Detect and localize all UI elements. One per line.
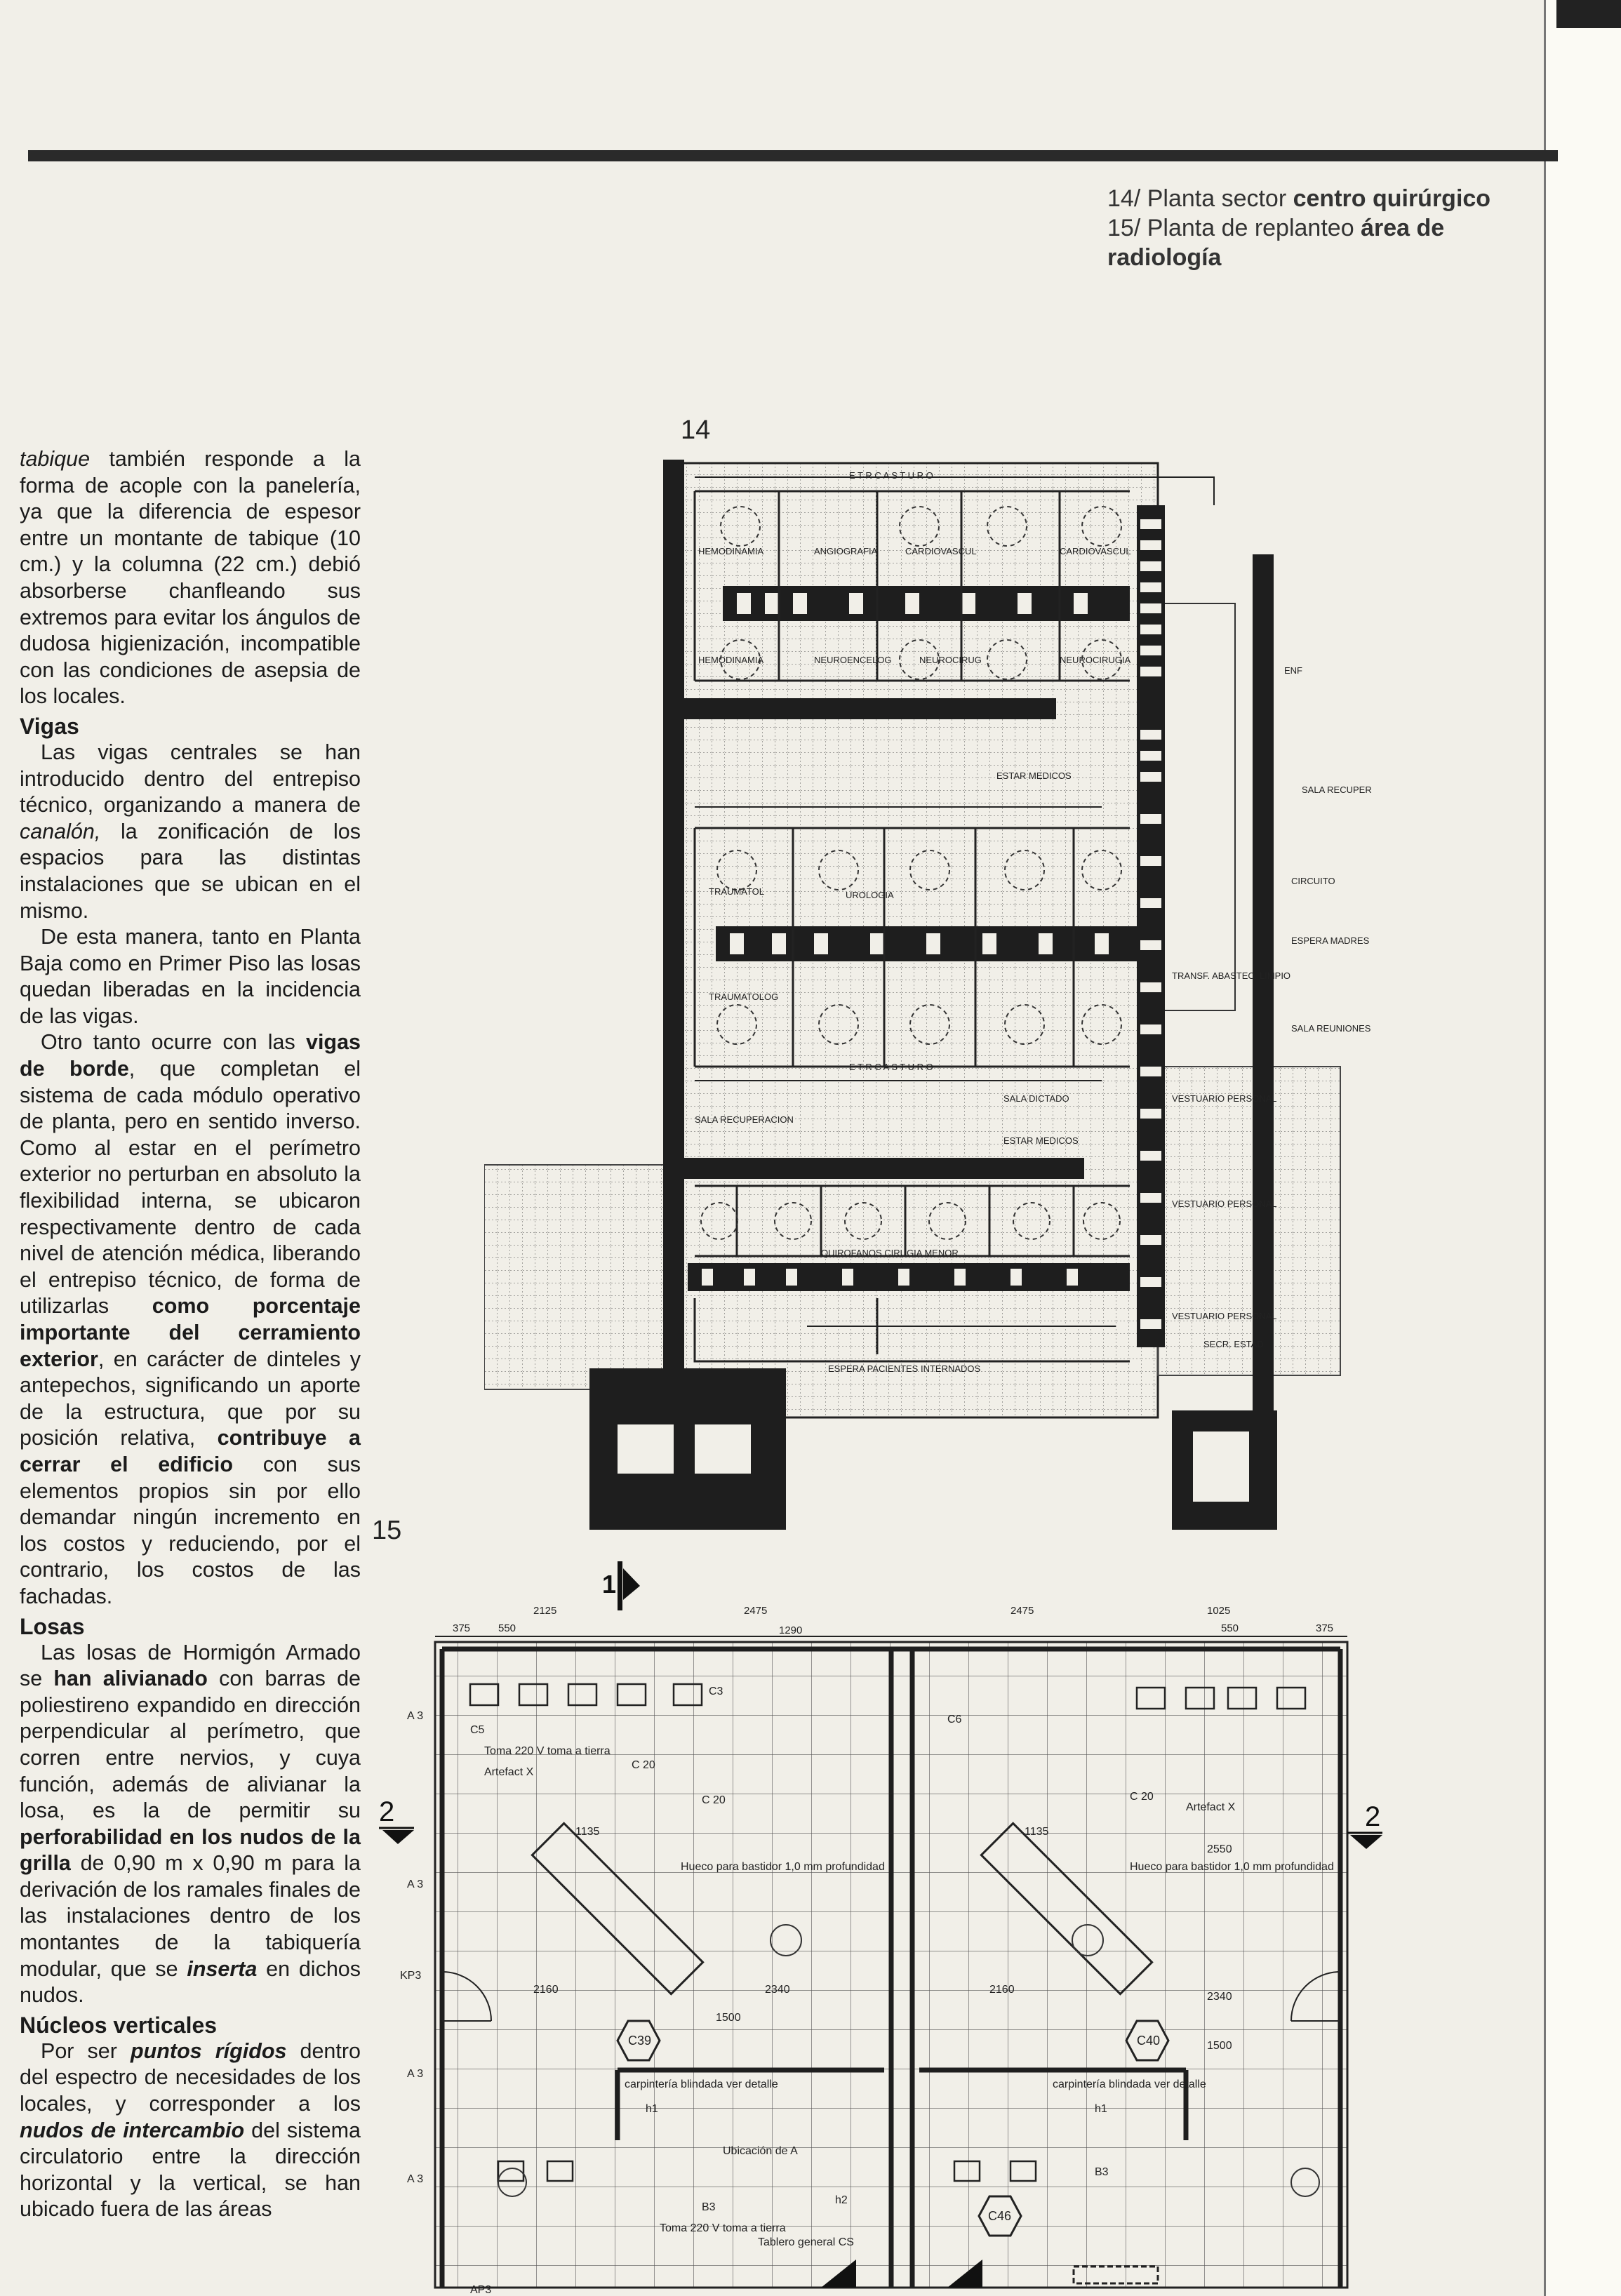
paragraph-losas: Las losas de Hormigón Armado se han alivianado con barras de poliestireno expandido en dirección perpendicular al perímetro, que corren entre nervios, y cuya función, además de alivianar la losa, es la de permitir su perforabilidad en los nudos de la grilla de 0,90 m x 0,90 m para la derivación de los ramales finales de las instalaciones dentro de los montantes de la tabiquería modular, que se inserta en dichos nudos. (20, 1640, 361, 2008)
label-neurocirug: NEUROCIRUG (919, 655, 982, 665)
label-secr-estad: SECR. ESTAD (1203, 1339, 1264, 1349)
label-sala-recuperacion: SALA RECUPERACION (695, 1114, 794, 1125)
label-estar-medicos-1: ESTAR MEDICOS (996, 770, 1072, 781)
label-circuito: CIRCUITO (1291, 876, 1335, 886)
label-sala-recuper: SALA RECUPER (1302, 785, 1372, 795)
dim-1290: 1290 (779, 1624, 803, 1636)
label-neurocirugia: NEUROCIRUGIA (1060, 655, 1131, 665)
label-1500-a: 1500 (716, 2012, 741, 2024)
label-c40: C40 (1137, 2034, 1161, 2048)
label-b3-b: B3 (1095, 2166, 1109, 2178)
heading-losas: Losas (20, 1613, 85, 1639)
label-estar-medicos-2: ESTAR MEDICOS (1003, 1135, 1079, 1146)
paragraph-vigas-3: Otro tanto ocurre con las vigas de borde, que completan el sistema de cada módulo operativo de planta, pero en sentido inverso. Como al estar en el perímetro exterior no perturban en absoluto la flexibilidad interna, se ubicaron respectivamente dentro de cada nivel de atención médica, liberando el entrepiso técnico, de forma de utilizarlas como porcentaje importante del cerramiento exterior, en carácter de dinteles y antepechos, significando un aporte de la estructura, que por su posición relativa, contribuye a cerrar el edificio con sus elementos propios sin por ello demandar ningún incremento en los costos y reduciendo, por el contrario, los costos de las fachadas. (20, 1030, 361, 1608)
label-hueco-a: Hueco para bastidor 1,0 mm profundidad (681, 1861, 885, 1873)
label-hueco-b: Hueco para bastidor 1,0 mm profundidad (1130, 1861, 1334, 1873)
label-hemodinamia-bot: HEMODINAMIA (698, 655, 764, 665)
label-carpinteria-a: carpintería blindada ver detalle (625, 2078, 778, 2090)
label-artefact-a: Artefact X (484, 1766, 534, 1778)
axis-a3-4: A 3 (407, 2173, 424, 2185)
label-2160-a: 2160 (533, 1984, 559, 1996)
dim-1025: 1025 (1207, 1605, 1231, 1617)
label-h1-b: h1 (1095, 2103, 1107, 2115)
label-quirofanos: QUIROFANOS CIRUGIA MENOR (821, 1248, 959, 1258)
dim-375-left: 375 (453, 1622, 471, 1634)
label-vestuario-1: VESTUARIO PERSONAL (1172, 1093, 1277, 1104)
label-1500-b: 1500 (1207, 2040, 1232, 2052)
paragraph-vigas-1: Las vigas centrales se han introducido dentro del entrepiso técnico, organizando a manera de canalón, la zonificación de los espacios para las distintas instalaciones que se ubican en el mismo. (20, 740, 361, 923)
exterior-grid-left (484, 1165, 667, 1389)
exterior-grid-right (1158, 1067, 1340, 1375)
dim-2475-right: 2475 (1010, 1605, 1034, 1617)
section-marker-1 (602, 1561, 640, 1610)
dim-2475-left: 2475 (744, 1605, 768, 1617)
label-traumatolog-bot: TRAUMATOLOG (709, 992, 779, 1002)
svg-text:2: 2 (1365, 1801, 1381, 1832)
label-urologia: UROLOGIA (846, 890, 894, 900)
dim-375-right: 375 (1316, 1622, 1334, 1634)
label-tablero: Tablero general CS (758, 2236, 854, 2248)
label-1135-a: 1135 (575, 1826, 600, 1838)
axis-a3-3: A 3 (407, 2068, 424, 2080)
label-c3: C3 (709, 1686, 723, 1697)
header-rule (28, 150, 1558, 161)
label-toma-220-b: Toma 220 V toma a tierra (660, 2222, 786, 2234)
label-sala-dictado: SALA DICTADO (1003, 1093, 1069, 1104)
paragraph-tabique: tabique también responde a la forma de acople con la panelería, ya que la diferencia de espesor entre un montante de tabique (10 cm.) y la columna (22 cm.) debió absorberse chanfleando sus extremos para evitar los ángulos de dudosa higienización, incompatible con las condiciones de asepsia de los locales. (20, 447, 361, 709)
figure-captions (1107, 184, 1500, 272)
heading-vigas: Vigas (20, 713, 79, 739)
label-ubicacion: Ubicación de A (723, 2145, 798, 2157)
label-neuroencelog: NEUROENCELOG (814, 655, 892, 665)
heading-nucleos: Núcleos verticales (20, 2012, 218, 2038)
paragraph-nucleos: Por ser puntos rígidos dentro del espectro de necesidades de los locales, y corresponder a los nudos de intercambio del sistema circulatorio entre la dirección horizontal y la vertical, se han ubicado fuera de las áreas (20, 2038, 361, 2222)
west-wall (663, 460, 684, 1386)
label-c46: C46 (988, 2209, 1012, 2223)
dim-550-right: 550 (1221, 1622, 1239, 1634)
plan14-corridor-top: E T R C A S T U R O (849, 470, 933, 481)
axis-a3-1: A 3 (407, 1710, 424, 1722)
label-cardiovascul-b: CARDIOVASCUL (1060, 546, 1131, 556)
adjacent-page-edge (1544, 0, 1621, 2296)
label-cardiovascul-a: CARDIOVASCUL (905, 546, 977, 556)
right-wing (1158, 603, 1235, 1010)
label-artefact-b: Artefact X (1186, 1801, 1236, 1813)
stepped-duct (1137, 505, 1165, 1347)
label-b3-a: B3 (702, 2201, 716, 2213)
label-c20-a: C 20 (632, 1759, 655, 1771)
axis-kp3: KP3 (400, 1970, 422, 1982)
label-sala-reuniones: SALA REUNIONES (1291, 1023, 1371, 1034)
label-1135-b: 1135 (1025, 1826, 1049, 1838)
paragraph-vigas-2: De esta manera, tanto en Planta Baja como en Primer Piso las losas quedan liberadas en la incidencia de las vigas. (20, 925, 361, 1028)
floor-plan-14 (484, 449, 1417, 1544)
label-espera-pacientes: ESPERA PACIENTES INTERNADOS (828, 1363, 981, 1374)
figure-number-15: 15 (372, 1516, 402, 1545)
label-enf: ENF (1284, 665, 1302, 676)
figure-number-14: 14 (681, 415, 711, 445)
label-traumatol-top: TRAUMATOL (709, 886, 764, 897)
label-2340-a: 2340 (765, 1984, 790, 1996)
body-text-column (20, 446, 361, 2223)
label-vestuario-2: VESTUARIO PERSONAL (1172, 1199, 1277, 1209)
axis-a3-2: A 3 (407, 1878, 424, 1890)
dim-2125: 2125 (533, 1605, 557, 1617)
label-2340-b: 2340 (1207, 1991, 1232, 2003)
label-toma-220-a: Toma 220 V toma a tierra (484, 1745, 611, 1757)
svg-text:2: 2 (379, 1796, 395, 1827)
divider-wall-2 (663, 1158, 1084, 1179)
label-h2: h2 (835, 2194, 848, 2206)
dim-550-left: 550 (498, 1622, 516, 1634)
service-spine-1 (723, 586, 1130, 621)
label-2550: 2550 (1207, 1843, 1232, 1855)
caption-14: 14/ Planta sector centro quirúrgico (1107, 185, 1491, 212)
service-spine-3 (688, 1263, 1130, 1291)
axis-ap3: AP3 (470, 2284, 492, 2296)
label-corridor-mid: E T R C A S T U R O (849, 1062, 933, 1072)
label-transf-abastec: TRANSF. ABASTEC. LIMPIO (1172, 970, 1291, 981)
label-espera-madres: ESPERA MADRES (1291, 935, 1370, 946)
label-angiografia: ANGIOGRAFIA (814, 546, 878, 556)
label-vestuario-3: VESTUARIO PERSONAL (1172, 1311, 1277, 1321)
label-carpinteria-b: carpintería blindada ver detalle (1053, 2078, 1206, 2090)
east-wall (1253, 554, 1274, 1410)
label-2160-b: 2160 (989, 1984, 1015, 1996)
svg-text:1: 1 (602, 1570, 617, 1598)
section-marker-2-left (379, 1796, 414, 1844)
section-marker-2-right (1347, 1801, 1382, 1849)
caption-15: 15/ Planta de replanteo área de radiología (1107, 215, 1445, 271)
label-hemodinamia-top: HEMODINAMIA (698, 546, 764, 556)
label-h1-a: h1 (646, 2103, 658, 2115)
label-c6: C6 (947, 1714, 962, 1726)
divider-wall-1 (663, 698, 1056, 719)
label-c39: C39 (628, 2034, 652, 2048)
label-c20-b: C 20 (702, 1794, 726, 1806)
page-corner-shadow (1556, 0, 1621, 28)
floor-plan-15 (379, 1558, 1389, 2296)
label-c5: C5 (470, 1724, 485, 1736)
label-c20-c: C 20 (1130, 1791, 1154, 1803)
